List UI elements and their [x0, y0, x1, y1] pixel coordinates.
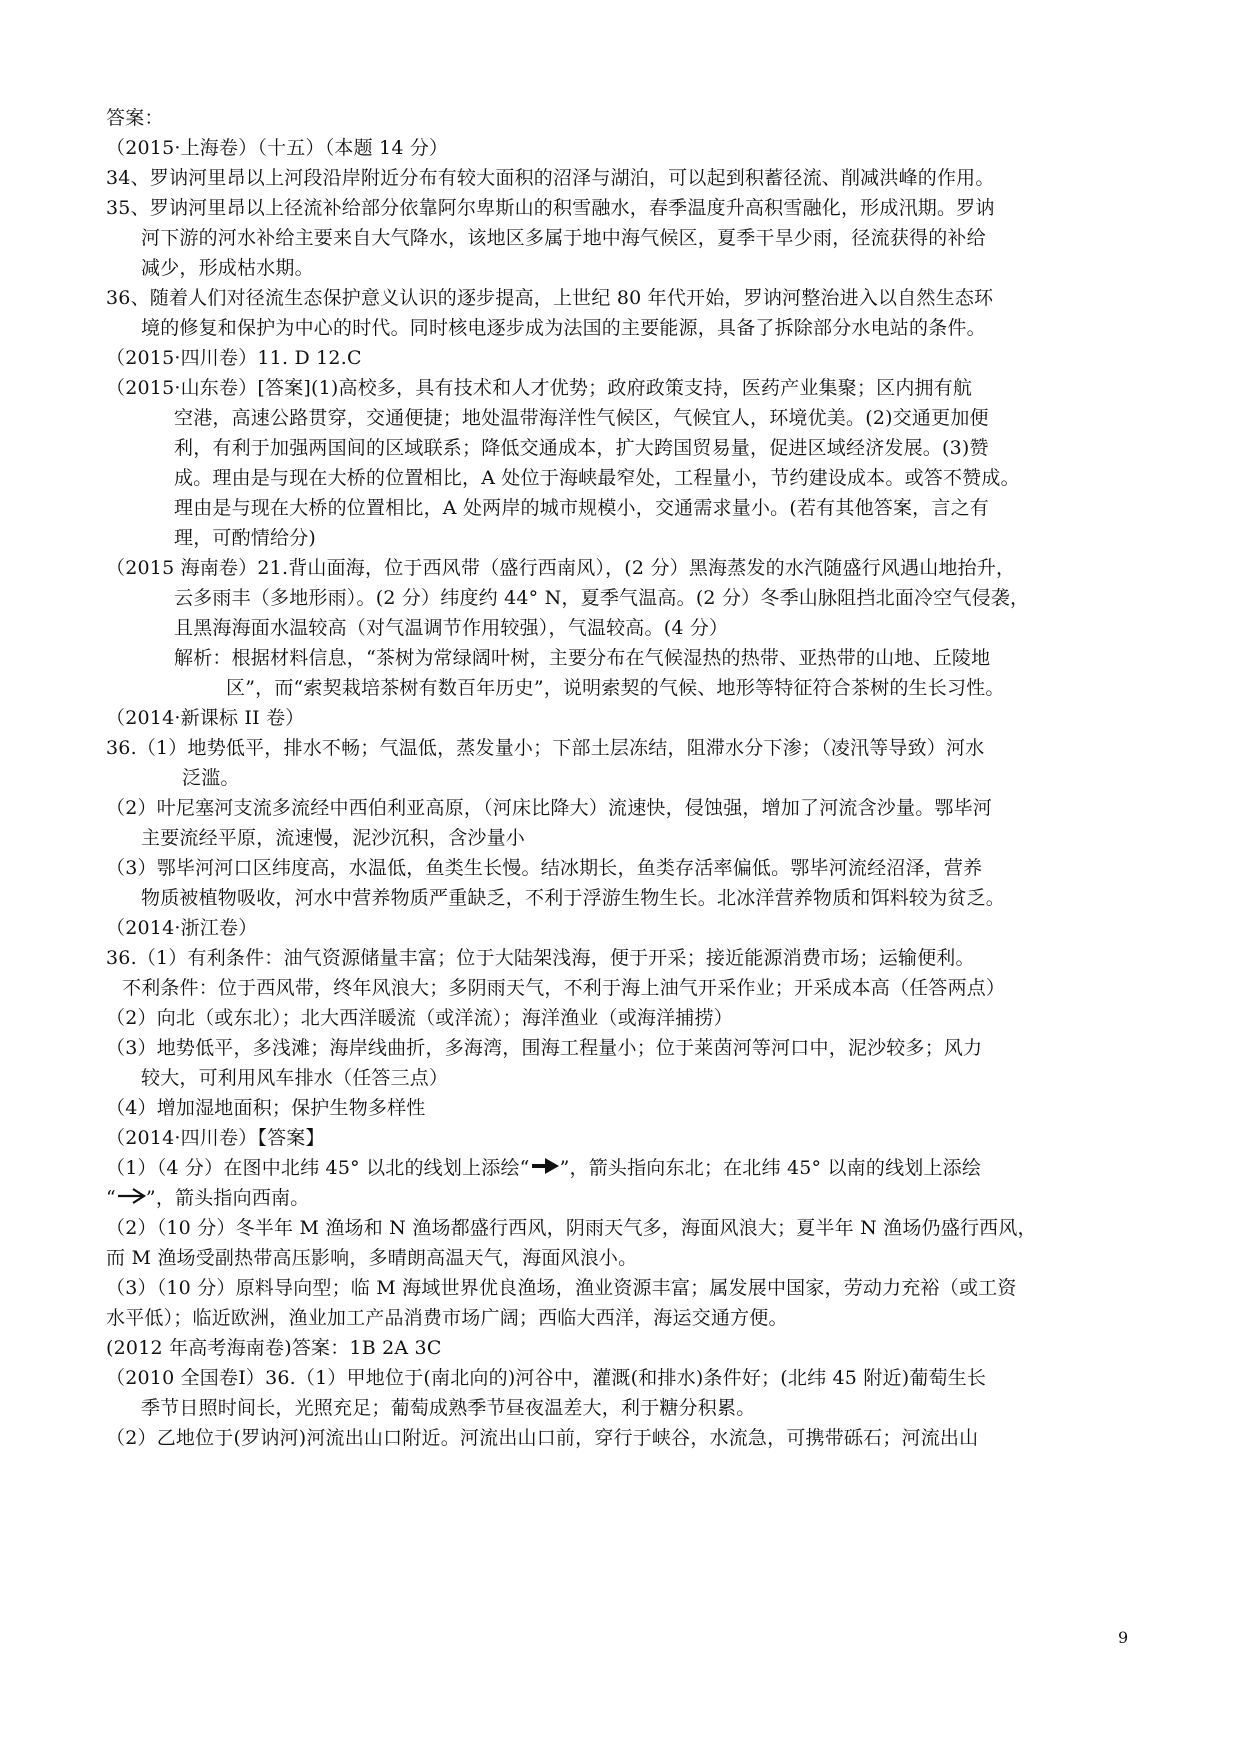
sichuan-2014-1-line-1	[106, 1153, 981, 1184]
shandong-2015-line-6: 理，可酌情给分)	[174, 527, 317, 549]
answer-35-line-2: 河下游的河水补给主要来自大气降水，该地区多属于地中海气候区，夏季干旱少雨，径流获得的补给	[141, 227, 986, 249]
sichuan-2014-1-text-c: “	[106, 1187, 116, 1209]
zhejiang-36-2: （2）向北（或东北）；北大西洋暖流（或洋流）；海洋渔业（或海洋捕捞）	[106, 1007, 733, 1029]
shandong-2015-line-2: 空港，高速公路贯穿，交通便捷；地处温带海洋性气候区，气候宜人，环境优美。(2)交通更加便	[174, 407, 989, 429]
national-2010-line-2: 季节日照时间长，光照充足；葡萄成熟季节昼夜温差大，利于糖分积累。	[141, 1397, 756, 1419]
hainan-2015-line-3: 且黑海海面水温较高（对气温调节作用较强），气温较高。(4 分）	[174, 617, 729, 639]
xinkebiao-36-3-line-2: 物质被植物吸收，河水中营养物质严重缺乏，不利于浮游生物生长。北冰洋营养物质和饵料较为贫乏。	[141, 887, 1006, 909]
answer-heading: 答案：	[106, 107, 164, 129]
hainan-2015-analysis-line-2: 区”，而“索契栽培茶树有数百年历史”，说明索契的气候、地形等特征符合茶树的生长习性。	[226, 677, 1005, 699]
answer-35-line-3: 减少，形成枯水期。	[141, 257, 314, 279]
answer-36-line-1: 36、随着人们对径流生态保护意义认识的逐步提高，上世纪 80 年代开始，罗讷河整治进入以自然生态环	[106, 287, 994, 309]
section-heading-shanghai-2015: （2015·上海卷）（十五）（本题 14 分）	[106, 137, 449, 159]
hainan-2015-line-1: （2015 海南卷）21.背山面海，位于西风带（盛行西南风），(2 分）黑海蒸发的水汽随盛行风遇山地抬升，	[106, 557, 1016, 579]
sichuan-2014-1-text-d: ”，箭头指向西南。	[145, 1187, 310, 1209]
sichuan-2014-2-line-2: 而 M 渔场受副热带高压影响，多晴朗高温天气，海面风浪小。	[106, 1247, 638, 1269]
section-heading-sichuan-2015: （2015·四川卷）11. D 12.C	[106, 347, 362, 369]
shandong-2015-line-4: 成。理由是与现在大桥的位置相比，A 处位于海峡最窄处，工程量小，节约建设成本。或答不赞成。	[174, 467, 1020, 489]
zhejiang-36-1-line-2: 不利条件：位于西风带，终年风浪大；多阴雨天气，不利于海上油气开采作业；开采成本高（任答两点）	[122, 977, 1006, 999]
hainan-2015-analysis-line-1: 解析：根据材料信息，“茶树为常绿阔叶树，主要分布在气候湿热的热带、亚热带的山地、丘陵地	[174, 647, 991, 669]
answer-35-line-1: 35、罗讷河里昂以上径流补给部分依靠阿尔卑斯山的积雪融水，春季温度升高积雪融化，形成汛期。罗讷	[106, 197, 995, 219]
hainan-2015-line-2: 云多雨丰（多地形雨）。(2 分）纬度约 44° N，夏季气温高。(2 分）冬季山脉阻挡北面冷空气侵袭，	[174, 587, 1030, 609]
bold-arrow-icon	[530, 1154, 560, 1184]
sichuan-2014-3-line-1: （3）（10 分）原料导向型；临 M 海域世界优良渔场，渔业资源丰富；属发展中国家，劳动力充裕（或工资	[106, 1277, 1017, 1299]
xinkebiao-36-2-line-1: （2）叶尼塞河支流多流经中西伯利亚高原，（河床比降大）流速快，侵蚀强，增加了河流含沙量。鄂毕河	[106, 797, 992, 819]
sichuan-2014-1-text-a: （1）（4 分）在图中北纬 45° 以北的线划上添绘“	[106, 1157, 530, 1179]
sichuan-2014-1-text-b: ”，箭头指向东北；在北纬 45° 以南的线划上添绘	[559, 1157, 982, 1179]
zhejiang-36-3-line-1: （3）地势低平，多浅滩；海岸线曲折，多海湾，围海工程量小；位于莱茵河等河口中，泥沙较多；风力	[106, 1037, 983, 1059]
shandong-2015-line-5: 理由是与现在大桥的位置相比，A 处两岸的城市规模小，交通需求量小。(若有其他答案，言之有	[174, 497, 989, 519]
section-heading-zhejiang-2014: （2014·浙江卷）	[106, 917, 258, 939]
zhejiang-36-4: （4）增加湿地面积；保护生物多样性	[106, 1097, 426, 1119]
shandong-2015-line-3: 利，有利于加强两国间的区域联系；降低交通成本，扩大跨国贸易量，促进区域经济发展。(3)赞	[174, 437, 989, 459]
national-2010-line-1: （2010 全国卷Ⅰ）36.（1）甲地位于(南北向的)河谷中，灌溉(和排水)条件好；(北纬 45 附近)葡萄生长	[106, 1367, 987, 1389]
section-heading-sichuan-2014: （2014·四川卷）【答案】	[106, 1127, 325, 1149]
zhejiang-36-3-line-2: 较大，可利用风车排水（任答三点）	[141, 1067, 449, 1089]
xinkebiao-36-2-line-2: 主要流经平原，流速慢，泥沙沉积，含沙量小	[141, 827, 526, 849]
sichuan-2014-3-line-2: 水平低）；临近欧洲，渔业加工产品消费市场广阔；西临大西洋，海运交通方便。	[106, 1307, 788, 1329]
sichuan-2014-1-line-2	[106, 1183, 309, 1214]
zhejiang-36-1-line-1: 36.（1）有利条件：油气资源储量丰富；位于大陆架浅海，便于开采；接近能源消费市场；运输便利。	[106, 947, 975, 969]
hainan-2012-answer: (2012 年高考海南卷)答案：1B 2A 3C	[106, 1337, 442, 1359]
page-number: 9	[1118, 1628, 1129, 1647]
open-arrow-icon	[116, 1184, 146, 1214]
national-2010-line-3: （2）乙地位于(罗讷河)河流出山口附近。河流出山口前，穿行于峡谷，水流急，可携带砾石；河流出山	[106, 1427, 979, 1449]
shandong-2015-line-1: （2015·山东卷）[答案](1)高校多，具有技术和人才优势；政府政策支持，医药产业集聚；区内拥有航	[106, 377, 973, 399]
answer-34: 34、罗讷河里昂以上河段沿岸附近分布有较大面积的沼泽与湖泊，可以起到积蓄径流、削减洪峰的作用。	[106, 167, 995, 189]
xinkebiao-36-1-line-1: 36.（1）地势低平，排水不畅；气温低，蒸发量小；下部土层冻结，阻滞水分下渗；（凌汛等导致）河水	[106, 737, 985, 759]
xinkebiao-36-3-line-1: （3）鄂毕河河口区纬度高，水温低，鱼类生长慢。结冰期长，鱼类存活率偏低。鄂毕河流经沼泽，营养	[106, 857, 983, 879]
xinkebiao-36-1-line-2: 泛滥。	[182, 767, 240, 789]
answer-36-line-2: 境的修复和保护为中心的时代。同时核电逐步成为法国的主要能源，具备了拆除部分水电站的条件。	[141, 317, 986, 339]
sichuan-2014-2-line-1: （2）（10 分）冬半年 M 渔场和 N 渔场都盛行西风，阴雨天气多，海面风浪大；夏半年 N 渔场仍盛行西风，	[106, 1217, 1037, 1239]
section-heading-xinkebiao-2014: （2014·新课标 II 卷）	[106, 707, 305, 729]
